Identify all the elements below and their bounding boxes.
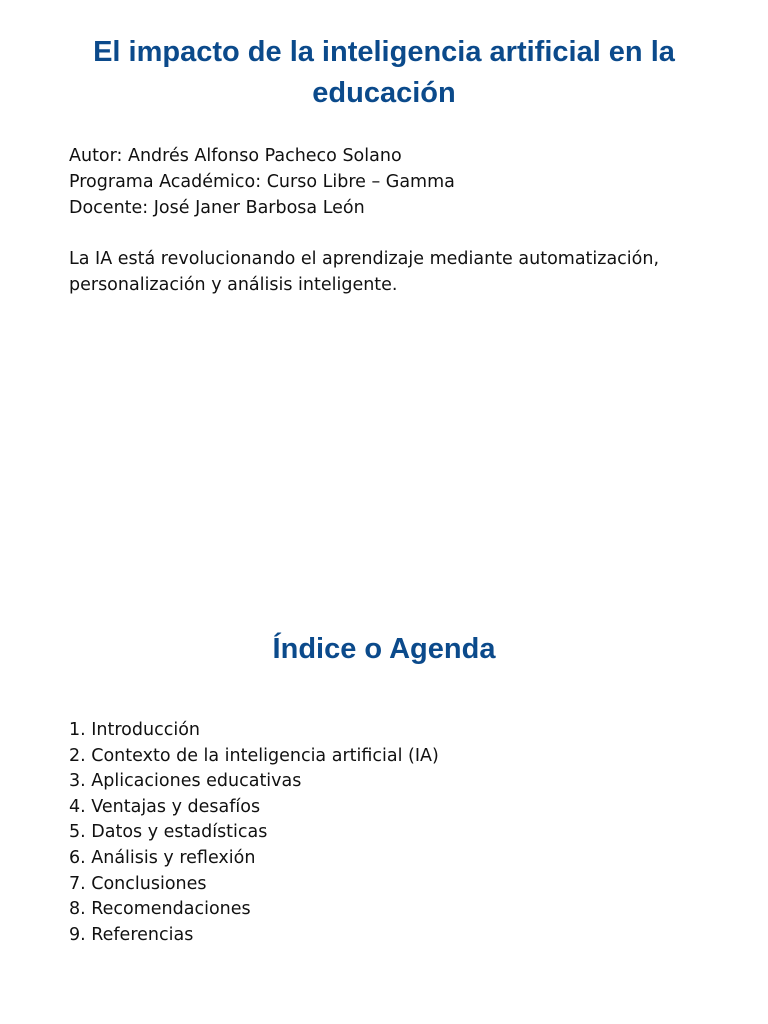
agenda-title: Índice o Agenda: [272, 633, 496, 665]
agenda-slide: [0, 512, 768, 1024]
agenda-item: 6. Análisis y reflexión: [69, 847, 256, 868]
agenda-item: 1. Introducción: [69, 720, 200, 740]
agenda-item: 8. Recomendaciones: [69, 899, 251, 920]
agenda-item: 3. Aplicaciones educativas: [69, 771, 302, 792]
document-title: El impacto de la inteligencia artificial en la educación: [93, 36, 675, 109]
agenda-item: 9. Referencias: [69, 924, 194, 945]
agenda-item: 7. Conclusiones: [69, 873, 207, 894]
teacher-line: Docente: José Janer Barbosa León: [69, 198, 365, 218]
intro-paragraph: La IA está revolucionando el aprendizaje mediante automatización, personalización y análisis inteligente.: [69, 249, 660, 295]
program-line: Programa Académico: Curso Libre – Gamma: [69, 172, 455, 192]
agenda-item: 4. Ventajas y desafíos: [69, 796, 261, 817]
author-line: Autor: Andrés Alfonso Pacheco Solano: [69, 146, 402, 166]
author-info: [69, 143, 455, 221]
agenda-item: 2. Contexto de la inteligencia artificial (IA): [69, 745, 439, 766]
agenda-item: 5. Datos y estadísticas: [69, 822, 268, 843]
agenda-list: [69, 718, 439, 948]
